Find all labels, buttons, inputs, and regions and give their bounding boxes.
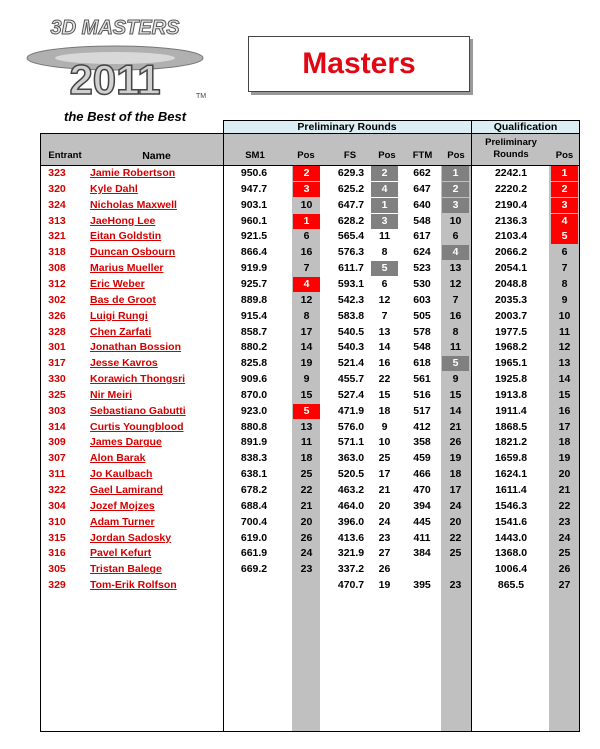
qualification-position: 26 [558, 563, 571, 576]
qualification-position: 19 [558, 452, 571, 465]
sm1-position: 11 [300, 436, 313, 449]
qualification-position: 15 [558, 388, 571, 401]
sm1-score: 960.1 [240, 214, 268, 227]
fs-position: 23 [378, 531, 391, 544]
page-title: Masters [302, 47, 416, 80]
fs-score: 321.9 [337, 547, 365, 560]
fs-position: 1 [371, 198, 398, 213]
fs-score: 571.1 [337, 436, 365, 449]
fs-position: 27 [378, 547, 391, 560]
sm1-position: 9 [303, 373, 310, 386]
header-fs: FS [343, 150, 357, 161]
entrant-name[interactable]: Gael Lamirand [90, 484, 163, 496]
entrant-code: 329 [48, 579, 66, 592]
ftm-position: 8 [452, 325, 459, 338]
fs-position: 9 [381, 420, 388, 433]
sm1-score: 923.0 [240, 404, 268, 417]
ftm-position: 15 [449, 388, 462, 401]
sm1-position: 6 [303, 230, 310, 243]
entrant-code: 311 [48, 468, 66, 481]
qualification-position: 13 [558, 357, 571, 370]
sm1-position: 26 [300, 531, 313, 544]
header-name: Name [142, 150, 171, 162]
header-entrant: Entrant [48, 150, 82, 161]
ftm-position: 17 [449, 484, 462, 496]
sm1-score: 866.4 [240, 246, 268, 259]
fs-score: 463.2 [337, 484, 365, 496]
ftm-score: 548 [413, 214, 431, 227]
sm1-position: 10 [300, 198, 313, 211]
fs-position: 22 [378, 373, 391, 386]
qualification-position: 23 [558, 515, 571, 528]
fs-position: 25 [378, 452, 391, 465]
entrant-name[interactable]: Jordan Sadosky [90, 531, 172, 544]
fs-position: 17 [378, 468, 391, 481]
fs-score: 471.9 [337, 404, 365, 417]
ftm-position: 19 [449, 452, 462, 465]
header-ftm: FTM [412, 150, 433, 161]
entrant-name[interactable]: Tom-Erik Rolfson [90, 579, 177, 592]
prelim-total: 2003.7 [494, 309, 528, 322]
fs-score: 540.5 [337, 325, 365, 338]
ftm-position: 18 [449, 468, 462, 481]
prelim-total: 1925.8 [494, 373, 528, 386]
entrant-code: 301 [48, 341, 66, 354]
fs-position: 13 [378, 325, 391, 338]
ftm-score: 548 [413, 341, 431, 354]
sm1-score: 638.1 [240, 468, 268, 481]
ftm-score: 517 [413, 404, 431, 417]
fs-score: 629.3 [337, 167, 365, 179]
fs-score: 576.0 [337, 420, 365, 433]
prelim-total: 1965.1 [494, 357, 528, 370]
entrant-code: 324 [48, 198, 66, 211]
header-prelim-rounds-total: Preliminary Rounds [485, 137, 537, 160]
ftm-score: 561 [413, 373, 431, 386]
ftm-score: 466 [413, 468, 431, 481]
ftm-position: 13 [449, 262, 462, 275]
entrant-name[interactable]: Curtis Youngblood [90, 420, 184, 433]
prelim-total: 1611.4 [495, 484, 527, 496]
sm1-score: 947.7 [240, 182, 268, 195]
entrant-code: 308 [48, 262, 66, 275]
entrant-code: 303 [48, 404, 66, 417]
entrant-code: 330 [48, 373, 66, 386]
prelim-total: 1659.8 [494, 452, 528, 465]
fs-score: 540.3 [337, 341, 365, 354]
ftm-score: 395 [413, 579, 431, 592]
entrant-code: 304 [48, 499, 66, 512]
sm1-position: 15 [300, 388, 313, 401]
fs-position: 14 [378, 341, 391, 354]
entrant-name[interactable]: Alon Barak [90, 452, 146, 465]
sm1-score: 891.9 [240, 436, 268, 449]
ftm-position [442, 562, 469, 577]
fs-position: 10 [378, 436, 391, 449]
entrant-name[interactable]: Nicholas Maxwell [90, 198, 177, 211]
prelim-total: 1977.5 [494, 325, 528, 338]
sm1-score: 669.2 [240, 563, 268, 576]
entrant-code: 322 [48, 484, 66, 496]
fs-score: 611.7 [338, 262, 364, 275]
sm1-score: 889.8 [240, 293, 268, 306]
ftm-position: 20 [449, 515, 462, 528]
sm1-position: 19 [300, 357, 313, 370]
ftm-position: 21 [449, 420, 462, 433]
fs-score: 565.4 [337, 230, 365, 243]
entrant-name[interactable]: Jo Kaulbach [90, 468, 153, 481]
fs-score: 542.3 [337, 293, 365, 306]
ftm-score: 445 [413, 515, 431, 528]
ftm-position: 11 [449, 341, 462, 354]
qualification-position: 14 [558, 373, 571, 386]
tagline: the Best of the Best [64, 109, 187, 124]
ftm-score: 358 [413, 436, 431, 449]
prelim-total: 1006.4 [494, 563, 528, 576]
fs-position: 6 [381, 277, 388, 290]
entrant-code: 325 [48, 388, 66, 401]
sm1-score: 880.8 [240, 420, 268, 433]
qualification-position: 8 [561, 277, 568, 290]
sm1-score: 678.2 [240, 484, 268, 496]
entrant-code: 307 [48, 452, 66, 465]
sm1-score: 925.7 [240, 277, 268, 290]
qualification-position: 17 [558, 420, 571, 433]
ftm-score: 459 [413, 452, 431, 465]
entrant-code: 302 [48, 293, 66, 306]
ftm-position: 1 [442, 166, 469, 181]
sm1-position: 18 [300, 452, 313, 465]
qualification-position: 16 [558, 404, 571, 417]
sm1-score: 915.4 [240, 309, 268, 322]
fs-position: 15 [378, 388, 391, 401]
ftm-score: 662 [413, 167, 431, 179]
fs-score: 455.7 [337, 373, 365, 386]
qualification-position: 25 [558, 547, 571, 560]
fs-score: 337.2 [337, 563, 365, 576]
sm1-score: 858.7 [240, 325, 268, 338]
sm1-score: 838.3 [240, 452, 268, 465]
fs-position: 4 [371, 182, 398, 197]
qualification-position: 18 [558, 436, 571, 449]
fs-score: 625.2 [337, 182, 365, 195]
ftm-position: 14 [449, 404, 462, 417]
entrant-name[interactable]: Eitan Goldstin [90, 230, 162, 243]
entrant-name[interactable]: Korawich Thongsri [90, 373, 186, 386]
entrant-name[interactable]: Jonathan Bossion [90, 341, 182, 354]
fs-score: 396.0 [337, 515, 365, 528]
fs-position: 2 [371, 166, 398, 181]
fs-position: 16 [378, 357, 391, 370]
qualification-position: 20 [558, 468, 571, 481]
qualification-position: 4 [551, 214, 578, 229]
fs-position: 5 [371, 261, 398, 276]
fs-position: 20 [378, 499, 391, 512]
prelim-total: 1911.4 [495, 404, 527, 417]
ftm-score: 412 [413, 420, 431, 433]
entrant-code: 318 [48, 246, 66, 259]
ftm-score: 618 [413, 357, 431, 370]
prelim-total: 1821.2 [494, 436, 528, 449]
sm1-position: 4 [293, 277, 320, 292]
svg-text:3D MASTERS: 3D MASTERS [50, 17, 180, 39]
entrant-name[interactable]: Sebastiano Gabutti [90, 404, 186, 417]
header-sm1-pos: Pos [297, 150, 315, 161]
entrant-code: 326 [48, 309, 66, 322]
sm1-position: 2 [293, 166, 320, 181]
sm1-position [293, 578, 320, 593]
ftm-position: 26 [449, 436, 462, 449]
entrant-code: 312 [48, 277, 66, 290]
fs-score: 576.3 [337, 246, 365, 259]
ftm-score: 603 [413, 293, 431, 306]
ftm-position: 25 [449, 547, 462, 560]
prelim-total: 1868.5 [494, 420, 528, 433]
prelim-total: 1624.1 [494, 468, 528, 481]
fs-position: 18 [378, 404, 391, 417]
sm1-score: 950.6 [240, 167, 268, 179]
ftm-position: 7 [452, 293, 459, 306]
entrant-code: 320 [48, 182, 66, 195]
fs-score: 520.5 [337, 468, 365, 481]
header-preliminary-rounds: Preliminary Rounds [297, 121, 397, 133]
qualification-position: 2 [551, 182, 578, 197]
prelim-total: 1913.8 [494, 388, 528, 401]
sm1-score: 688.4 [240, 499, 268, 512]
prelim-total: 1541.6 [494, 515, 528, 528]
prelim-total: 1443.0 [494, 531, 528, 544]
qualification-position: 10 [558, 309, 571, 322]
ftm-position: 24 [449, 499, 462, 512]
entrant-code: 310 [48, 515, 66, 528]
svg-text:TM: TM [196, 93, 207, 100]
svg-text:2011: 2011 [69, 56, 161, 103]
qualification-position: 5 [551, 229, 578, 244]
entrant-code: 323 [48, 167, 66, 179]
entrant-name[interactable]: Jesse Kavros [90, 357, 158, 370]
entrant-name[interactable]: Duncan Osbourn [90, 246, 176, 259]
ftm-position: 16 [449, 309, 462, 322]
ftm-position: 4 [442, 245, 469, 260]
prelim-total: 865.5 [497, 579, 525, 592]
ftm-score: 617 [413, 230, 431, 243]
qualification-position: 27 [558, 579, 571, 592]
sm1-score: 870.0 [240, 388, 268, 401]
prelim-total: 2220.2 [494, 182, 528, 195]
sm1-position: 3 [293, 182, 320, 197]
ftm-position: 23 [449, 579, 462, 592]
header-sm1: SM1 [245, 150, 265, 161]
sm1-position: 1 [293, 214, 320, 229]
entrant-code: 305 [48, 563, 66, 576]
ftm-position: 22 [449, 531, 462, 544]
entrant-name[interactable]: Jamie Robertson [90, 167, 176, 179]
fs-position: 21 [378, 484, 391, 496]
entrant-name[interactable]: Bas de Groot [90, 293, 156, 306]
fs-score: 521.4 [337, 357, 365, 370]
ftm-score: 411 [413, 531, 431, 544]
fs-score: 413.6 [337, 531, 365, 544]
prelim-total: 2048.8 [494, 277, 528, 290]
qualification-position: 24 [558, 531, 571, 544]
sm1-score: 880.2 [240, 341, 268, 354]
ftm-position: 3 [442, 198, 469, 213]
sm1-position: 12 [300, 293, 313, 306]
qualification-position: 7 [561, 262, 568, 275]
prelim-total: 2190.4 [494, 198, 528, 211]
sm1-position: 16 [300, 246, 313, 259]
sm1-score: 661.9 [240, 547, 268, 560]
qualification-position: 22 [558, 499, 571, 512]
prelim-total: 2066.2 [494, 246, 528, 259]
ftm-score: 394 [413, 499, 431, 512]
entrant-code: 309 [48, 436, 66, 449]
qualification-position: 9 [561, 293, 568, 306]
entrant-code: 315 [48, 531, 66, 544]
fs-position: 12 [378, 293, 391, 306]
sm1-position: 8 [303, 309, 310, 322]
sm1-score: 619.0 [240, 531, 268, 544]
header-qual-pos: Pos [555, 150, 574, 161]
ftm-score: 578 [413, 325, 431, 338]
header-qualification: Qualification [493, 121, 558, 133]
entrant-name[interactable]: Tristan Balege [90, 563, 162, 576]
entrant-code: 321 [48, 230, 66, 243]
ftm-score: 530 [413, 277, 431, 290]
sm1-position: 5 [293, 404, 320, 419]
ftm-score: 470 [413, 484, 431, 496]
sm1-position: 17 [300, 325, 313, 338]
fs-score: 583.8 [337, 309, 365, 322]
prelim-total: 2103.4 [494, 230, 528, 243]
sm1-position: 14 [300, 341, 313, 354]
fs-position: 19 [378, 579, 391, 592]
fs-score: 464.0 [337, 499, 365, 512]
entrant-name[interactable]: Eric Weber [90, 277, 145, 290]
ftm-score: 384 [413, 547, 431, 560]
sm1-score: 700.4 [240, 515, 268, 528]
fs-score: 647.7 [337, 198, 365, 211]
prelim-total: 1968.2 [494, 341, 528, 354]
entrant-code: 317 [48, 357, 66, 370]
sm1-score: 825.8 [240, 357, 268, 370]
fs-position: 26 [378, 563, 391, 576]
fs-score: 593.1 [337, 277, 365, 290]
qualification-position: 21 [558, 484, 571, 496]
entrant-name[interactable]: Jozef Mojzes [90, 499, 155, 512]
fs-position: 7 [381, 309, 388, 322]
sm1-score: 921.5 [240, 230, 268, 243]
qualification-position: 1 [551, 166, 578, 181]
entrant-code: 328 [48, 325, 66, 338]
ftm-position: 10 [449, 214, 462, 227]
sm1-position: 13 [300, 420, 313, 433]
sm1-score: 909.6 [240, 373, 268, 386]
qualification-position: 3 [551, 198, 578, 213]
entrant-name[interactable]: Kyle Dahl [90, 182, 138, 195]
fs-position: 3 [371, 214, 398, 229]
qualification-position: 12 [558, 341, 571, 354]
sm1-position: 25 [300, 468, 313, 481]
entrant-name[interactable]: Luigi Rungi [90, 309, 148, 322]
ftm-position: 2 [442, 182, 469, 197]
sm1-position: 20 [300, 515, 313, 528]
sm1-position: 22 [300, 484, 313, 496]
ftm-position: 9 [452, 373, 459, 386]
sm1-position: 21 [300, 499, 313, 512]
fs-score: 363.0 [337, 452, 365, 465]
sm1-position: 7 [303, 262, 310, 275]
entrant-name[interactable]: James Dargue [90, 436, 162, 449]
entrant-code: 314 [48, 420, 66, 433]
sm1-position: 24 [300, 547, 313, 560]
fs-position: 24 [378, 515, 391, 528]
fs-position: 11 [378, 230, 391, 243]
sm1-score: 919.9 [240, 262, 268, 275]
ftm-score: 647 [413, 182, 431, 195]
fs-position: 8 [381, 246, 388, 259]
ftm-position: 5 [442, 356, 469, 371]
prelim-total: 1546.3 [494, 499, 528, 512]
header-fs-pos: Pos [378, 150, 396, 161]
entrant-code: 313 [48, 214, 66, 227]
fs-score: 628.2 [337, 214, 365, 227]
prelim-total: 1368.0 [494, 547, 528, 560]
prelim-total: 2136.3 [494, 214, 528, 227]
ftm-score: 640 [413, 198, 431, 211]
entrant-name[interactable]: Pavel Kefurt [90, 547, 152, 560]
entrant-name[interactable]: JaeHong Lee [90, 214, 156, 227]
sm1-score: 903.1 [240, 198, 268, 211]
fs-score: 527.4 [337, 388, 365, 401]
ftm-position: 6 [452, 230, 459, 243]
qualification-position: 6 [561, 246, 568, 259]
prelim-total: 2242.1 [494, 167, 528, 179]
entrant-code: 316 [48, 547, 66, 560]
entrant-name[interactable]: Adam Turner [90, 515, 155, 528]
entrant-name[interactable]: Nir Meiri [90, 388, 133, 401]
entrant-name[interactable]: Chen Zarfati [90, 325, 152, 338]
ftm-score: 516 [413, 388, 431, 401]
prelim-total: 2054.1 [494, 262, 528, 275]
header-ftm-pos: Pos [447, 150, 465, 161]
entrant-name[interactable]: Marius Mueller [90, 262, 164, 275]
ftm-position: 12 [449, 277, 462, 290]
sm1-position: 23 [300, 563, 313, 576]
ftm-score: 505 [413, 309, 431, 322]
fs-score: 470.7 [337, 579, 365, 592]
ftm-score: 523 [413, 262, 431, 275]
prelim-total: 2035.3 [494, 293, 528, 306]
ftm-score: 624 [413, 246, 431, 259]
qualification-position: 11 [558, 325, 571, 338]
